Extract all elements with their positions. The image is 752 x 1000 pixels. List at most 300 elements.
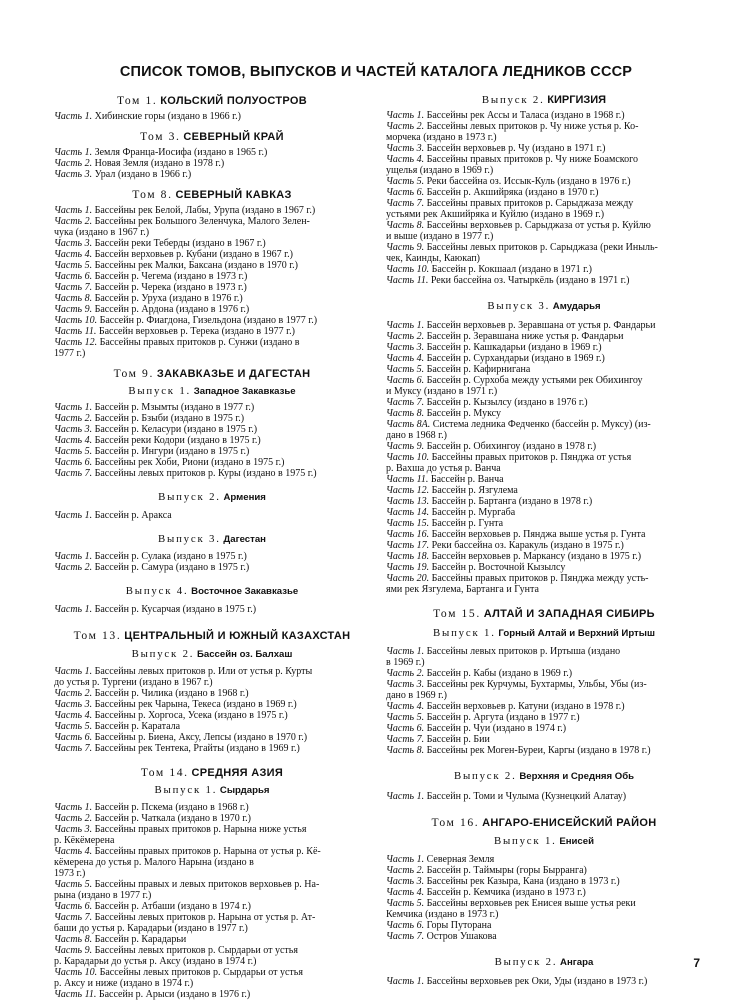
part-list	[54, 147, 370, 180]
list-item	[54, 158, 370, 169]
part-label: Часть 3.	[386, 679, 425, 690]
part-label: Часть 7.	[386, 734, 425, 745]
part-label: Часть 10.	[54, 967, 98, 978]
list-item	[54, 510, 370, 521]
part-text-line: Кемчика (издано в 1973 г.)	[386, 909, 499, 920]
part-label: Часть 1.	[386, 320, 425, 331]
list-item	[386, 419, 702, 441]
part-label: Часть 12.	[386, 485, 430, 496]
list-item	[386, 364, 702, 375]
part-text-line: Земля Франца-Иосифа (издано в 1965 г.)	[94, 147, 268, 158]
part-text-line: Бассейн р. Каратала	[94, 721, 181, 732]
list-item	[54, 802, 370, 813]
list-item	[386, 931, 702, 942]
part-label: Часть 8.	[386, 220, 425, 231]
part-text-line: Новая Земля (издано в 1978 г.)	[94, 158, 225, 169]
list-item	[386, 441, 702, 452]
list-item	[386, 375, 702, 397]
part-text-line: Бассейны верховьев рек Енисея выше устья реки	[426, 898, 636, 909]
heading-name: Дагестан	[223, 534, 266, 545]
list-item	[54, 424, 370, 435]
part-label: Часть 5.	[386, 176, 425, 187]
heading-label: Выпуск 1.	[128, 385, 192, 397]
part-label: Часть 9.	[54, 945, 93, 956]
heading-label: Том 1.	[117, 94, 158, 107]
part-label: Часть 1.	[386, 854, 425, 865]
part-list	[386, 320, 702, 595]
heading-name: СЕВЕРНЫЙ КРАЙ	[183, 131, 284, 143]
list-item	[54, 238, 370, 249]
issue-heading	[386, 627, 702, 640]
part-label: Часть 3.	[54, 424, 93, 435]
part-text-line: ущелья (издано в 1969 г.)	[386, 165, 494, 176]
list-item	[386, 679, 702, 701]
part-text-line: р. Вахша до устья р. Ванча	[386, 463, 501, 474]
list-item	[386, 898, 702, 920]
part-label: Часть 7.	[386, 931, 425, 942]
part-label: Часть 2.	[386, 865, 425, 876]
list-item	[54, 216, 370, 238]
part-text-line: Бассейны рек Большого Зеленчука, Малого Зелен-	[94, 216, 310, 227]
part-label: Часть 10.	[54, 315, 98, 326]
list-item	[54, 945, 370, 967]
list-item	[386, 551, 702, 562]
part-text-line: рына (издано в 1977 г.)	[54, 890, 152, 901]
list-item	[54, 699, 370, 710]
part-text-line: чек, Каинды, Каюкап)	[386, 253, 480, 264]
part-text-line: устьями рек Акшийряка и Куйлю (издано в 1969 г.)	[386, 209, 605, 220]
part-list	[386, 976, 702, 987]
part-text-line: Бассейн р. Муксу	[426, 408, 501, 419]
list-item	[54, 551, 370, 562]
part-label: Часть 6.	[386, 920, 425, 931]
list-item	[386, 529, 702, 540]
heading-name: ЗАКАВКАЗЬЕ И ДАГЕСТАН	[156, 368, 311, 380]
issue-heading	[386, 835, 702, 848]
heading-name: АЛТАЙ И ЗАПАДНАЯ СИБИРЬ	[483, 608, 655, 620]
list-item	[386, 920, 702, 931]
part-text-line: Бассейны рек Моген-Буреи, Каргы (издано в 1978 г.)	[426, 745, 651, 756]
list-item	[386, 220, 702, 242]
part-label: Часть 8.	[54, 293, 93, 304]
part-text-line: Бассейны левых притоков р. Сырдарьи от устья	[99, 967, 303, 978]
part-label: Часть 4.	[54, 710, 93, 721]
part-label: Часть 7.	[54, 282, 93, 293]
list-item	[386, 573, 702, 595]
part-label: Часть 1.	[54, 802, 93, 813]
part-text-line: дано в 1968 г.)	[386, 430, 447, 441]
part-text-line: Бассейн верховьев р. Маркансу (издано в 1975 г.)	[431, 551, 642, 562]
issue-heading	[386, 94, 702, 107]
list-item	[54, 732, 370, 743]
part-label: Часть 4.	[54, 435, 93, 446]
heading-label: Выпуск 2.	[131, 648, 195, 660]
part-text-line: р. Карадарьи до устья р. Аксу (издано в 1974 г.)	[54, 956, 257, 967]
part-label: Часть 14.	[386, 507, 430, 518]
part-list	[386, 110, 702, 286]
part-text-line: Реки бассейна оз. Иссык-Куль (издано в 1976 г.)	[426, 176, 631, 187]
heading-label: Том 15.	[433, 607, 481, 620]
part-list	[54, 111, 370, 122]
list-item	[386, 876, 702, 887]
part-label: Часть 2.	[54, 158, 93, 169]
part-text-line: Бассейн верховьев р. Зеравшана от устья р. Фандарьи	[426, 320, 656, 331]
heading-label: Том 16.	[431, 816, 480, 829]
part-label: Часть 3.	[386, 143, 425, 154]
part-text-line: Бассейн р. Кокшаал (издано в 1971 г.)	[431, 264, 592, 275]
part-label: Часть 2.	[386, 331, 425, 342]
part-label: Часть 7.	[386, 198, 425, 209]
part-label: Часть 3.	[386, 342, 425, 353]
list-item	[386, 540, 702, 551]
part-text-line: Бассейны рек Чарына, Текеса (издано в 1969 г.)	[94, 699, 297, 710]
heading-label: Выпуск 3.	[487, 300, 551, 312]
part-label: Часть 5.	[54, 446, 93, 457]
part-text-line: Бассейн р. Пскема (издано в 1968 г.)	[94, 802, 249, 813]
part-text-line: Бассейн р. Чилика (издано в 1968 г.)	[94, 688, 249, 699]
part-text-line: Бассейны рек Курчумы, Бухтармы, Ульбы, Убы (из-	[426, 679, 647, 690]
part-text-line: Бассейн р. Чаткала (издано в 1970 г.)	[94, 813, 251, 824]
issue-heading	[386, 770, 702, 783]
list-item	[54, 205, 370, 216]
part-text-line: Бассейн р. Таймыры (горы Бырранга)	[426, 865, 587, 876]
part-label: Часть 4.	[386, 353, 425, 364]
part-text-line: Бассейн р. Мзымты (издано в 1977 г.)	[94, 402, 255, 413]
part-text-line: Бассейн р. Кафирнигана	[426, 364, 531, 375]
list-item	[54, 169, 370, 180]
part-text-line: Бассейн верховьев р. Кубани (издано в 1967 г.)	[94, 249, 293, 260]
part-text-line: Бассейн р. Восточной Кызылсу	[431, 562, 566, 573]
list-item	[386, 791, 702, 802]
list-item	[386, 331, 702, 342]
part-text-line: Бассейн р. Атбаши (издано в 1974 г.)	[94, 901, 251, 912]
part-label: Часть 7.	[54, 912, 93, 923]
part-label: Часть 2.	[386, 121, 425, 132]
part-label: Часть 1.	[54, 604, 93, 615]
part-text-line: Бассейны левых притоков р. Иртыша (издано	[426, 646, 621, 657]
list-item	[386, 408, 702, 419]
heading-name: КИРГИЗИЯ	[547, 94, 607, 106]
part-label: Часть 9.	[386, 441, 425, 452]
part-label: Часть 4.	[386, 887, 425, 898]
part-label: Часть 5.	[386, 364, 425, 375]
list-item	[54, 249, 370, 260]
heading-name: Амударья	[552, 301, 601, 312]
part-text-line: Бассейн р. Келасури (издано в 1975 г.)	[94, 424, 258, 435]
part-label: Часть 5.	[386, 898, 425, 909]
part-label: Часть 1.	[386, 976, 425, 987]
list-item	[54, 688, 370, 699]
list-item	[54, 468, 370, 479]
list-item	[386, 887, 702, 898]
part-label: Часть 20.	[386, 573, 430, 584]
part-text-line: Бассейны левых притоков р. Чу ниже устья р. Ко-	[426, 121, 639, 132]
right-column	[386, 94, 702, 987]
part-label: Часть 1.	[54, 402, 93, 413]
list-item	[386, 668, 702, 679]
part-text-line: 1977 г.)	[54, 348, 86, 359]
part-label: Часть 17.	[386, 540, 430, 551]
list-item	[54, 813, 370, 824]
part-text-line: чука (издано в 1967 г.)	[54, 227, 150, 238]
part-label: Часть 2.	[54, 216, 93, 227]
part-text-line: в 1969 г.)	[386, 657, 425, 668]
list-item	[386, 342, 702, 353]
list-item	[54, 604, 370, 615]
part-label: Часть 6.	[386, 375, 425, 386]
list-item	[54, 304, 370, 315]
part-label: Часть 1.	[54, 147, 93, 158]
part-text-line: Бассейны левых притоков р. Сырдарьи от устья	[94, 945, 298, 956]
part-text-line: Бассейн р. Обихингоу (издано в 1978 г.)	[426, 441, 597, 452]
heading-name: Западное Закавказье	[193, 386, 296, 397]
part-label: Часть 1.	[54, 510, 93, 521]
part-label: Часть 11.	[386, 275, 429, 286]
part-list	[386, 854, 702, 942]
heading-label: Выпуск 2.	[453, 770, 517, 782]
part-label: Часть 3.	[386, 876, 425, 887]
part-label: Часть 2.	[54, 413, 93, 424]
part-text-line: Бассейн р. Томи и Чулыма (Кузнецкий Алатау)	[426, 791, 627, 802]
part-list	[54, 402, 370, 479]
part-label: Часть 5.	[54, 721, 93, 732]
part-text-line: Бассейн р. Бзыби (издано в 1975 г.)	[94, 413, 245, 424]
heading-label: Выпуск 4.	[125, 585, 189, 597]
part-text-line: Бассейн верховьев р. Катуни (издано в 1978 г.)	[426, 701, 625, 712]
list-item	[54, 413, 370, 424]
part-text-line: баши до устья р. Карадарьи (издано в 1977 г.)	[54, 923, 248, 934]
volume-heading	[54, 629, 370, 643]
part-label: Часть 1.	[54, 111, 93, 122]
issue-heading	[386, 300, 702, 313]
list-item	[386, 397, 702, 408]
issue-heading	[54, 533, 370, 546]
part-label: Часть 5.	[54, 879, 93, 890]
part-text-line: Бассейны рек Белой, Лабы, Урупа (издано в 1967 г.)	[94, 205, 316, 216]
part-label: Часть 2.	[54, 688, 93, 699]
part-label: Часть 11.	[54, 989, 97, 1000]
part-text-line: Бассейн р. Ардона (издано в 1976 г.)	[94, 304, 250, 315]
part-text-line: Бассейны правых притоков р. Сунжи (издано в	[99, 337, 300, 348]
part-text-line: морчека (издано в 1973 г.)	[386, 132, 497, 143]
part-text-line: Бассейн р. Сулака (издано в 1975 г.)	[94, 551, 247, 562]
list-item	[54, 402, 370, 413]
part-list	[54, 551, 370, 573]
part-text-line: Бассейны левых притоков р. Куры (издано в 1975 г.)	[94, 468, 317, 479]
list-item	[386, 275, 702, 286]
list-item	[54, 111, 370, 122]
volume-heading	[54, 766, 370, 780]
part-label: Часть 13.	[386, 496, 430, 507]
part-label: Часть 8.	[54, 934, 93, 945]
part-text-line: Бассейны правых и левых притоков верховьев р. На-	[94, 879, 320, 890]
part-label: Часть 5.	[386, 712, 425, 723]
heading-label: Том 14.	[140, 766, 189, 779]
list-item	[54, 326, 370, 337]
list-item	[386, 485, 702, 496]
part-text-line: Бассейн р. Чегема (издано в 1973 г.)	[94, 271, 248, 282]
issue-heading	[54, 385, 370, 398]
part-text-line: Бассейны рек Тентека, Ргайты (издано в 1969 г.)	[94, 743, 300, 754]
part-label: Часть 3.	[54, 238, 93, 249]
part-label: Часть 18.	[386, 551, 430, 562]
part-label: Часть 1.	[54, 205, 93, 216]
heading-label: Выпуск 3.	[158, 533, 221, 545]
list-item	[54, 846, 370, 879]
heading-label: Том 9.	[113, 367, 154, 380]
list-item	[386, 143, 702, 154]
volume-heading	[386, 607, 702, 621]
list-item	[386, 353, 702, 364]
heading-name: Ангара	[560, 957, 594, 968]
list-item	[54, 562, 370, 573]
part-text-line: Северная Земля	[426, 854, 495, 865]
part-text-line: Бассейны левых притоков р. Нарына от устья р. Ат-	[94, 912, 316, 923]
part-label: Часть 5.	[54, 260, 93, 271]
page-number: 7	[693, 956, 700, 970]
list-item	[54, 293, 370, 304]
list-item	[386, 187, 702, 198]
part-text-line: Бассейны левых притоков р. Сарыджаза (реки Иныль-	[426, 242, 658, 253]
list-item	[54, 710, 370, 721]
heading-name: Енисей	[559, 836, 595, 847]
list-item	[54, 147, 370, 158]
list-item	[54, 446, 370, 457]
part-list	[54, 666, 370, 754]
part-label: Часть 4.	[386, 154, 425, 165]
part-text-line: Бассейн р. Самура (издано в 1975 г.)	[94, 562, 250, 573]
part-label: Часть 6.	[54, 457, 93, 468]
part-text-line: Бассейн р. Кемчика (издано в 1973 г.)	[426, 887, 586, 898]
part-text-line: Бассейн реки Теберды (издано в 1967 г.)	[94, 238, 266, 249]
list-item	[386, 518, 702, 529]
part-label: Часть 2.	[54, 562, 93, 573]
list-item	[54, 912, 370, 934]
part-text-line: р. Кёкёмерена	[54, 835, 115, 846]
part-text-line: Реки бассейна оз. Чатыркёль (издано в 1971 г.)	[430, 275, 630, 286]
part-label: Часть 11.	[386, 474, 429, 485]
list-item	[386, 976, 702, 987]
part-text-line: Бассейны р. Биена, Аксу, Лепсы (издано в 1970 г.)	[94, 732, 308, 743]
list-item	[386, 734, 702, 745]
part-label: Часть 8.	[386, 745, 425, 756]
part-label: Часть 1.	[54, 551, 93, 562]
part-text-line: Бассейн р. Карадарьи	[94, 934, 187, 945]
part-text-line: Бассейны рек Малки, Баксана (издано в 1970 г.)	[94, 260, 298, 271]
issue-heading	[54, 648, 370, 661]
part-text-line: Бассейн р. Кызылсу (издано в 1976 г.)	[426, 397, 588, 408]
part-text-line: Бассейны рек Хоби, Риони (издано в 1975 г.)	[94, 457, 285, 468]
part-label: Часть 9.	[54, 304, 93, 315]
part-text-line: Бассейны рек Казыра, Кана (издано в 1973 г.)	[426, 876, 620, 887]
list-item	[54, 879, 370, 901]
part-text-line: Бассейн р. Уруха (издано в 1976 г.)	[94, 293, 243, 304]
issue-heading	[54, 784, 370, 797]
list-item	[386, 745, 702, 756]
list-item	[386, 242, 702, 264]
part-label: Часть 6.	[54, 271, 93, 282]
list-item	[386, 264, 702, 275]
part-label: Часть 15.	[386, 518, 430, 529]
issue-heading	[386, 956, 702, 969]
part-label: Часть 1.	[54, 666, 93, 677]
heading-name: ЦЕНТРАЛЬНЫЙ И ЮЖНЫЙ КАЗАХСТАН	[124, 630, 351, 642]
part-label: Часть 1.	[386, 791, 425, 802]
part-text-line: Горы Путорана	[426, 920, 492, 931]
part-text-line: Бассейн р. Аракса	[94, 510, 172, 521]
list-item	[386, 854, 702, 865]
part-label: Часть 10.	[386, 452, 430, 463]
part-label: Часть 7.	[54, 743, 93, 754]
list-item	[54, 967, 370, 989]
issue-heading	[54, 491, 370, 504]
list-item	[386, 110, 702, 121]
heading-name: Восточное Закавказье	[191, 586, 299, 597]
heading-name: Верхняя и Средняя Обь	[519, 771, 635, 782]
part-label: Часть 8.	[386, 408, 425, 419]
part-text-line: Бассейн р. Сурхандарьи (издано в 1969 г.)	[426, 353, 605, 364]
left-column	[54, 94, 370, 1000]
heading-name: СРЕДНЯЯ АЗИЯ	[191, 767, 284, 779]
heading-name: АНГАРО-ЕНИСЕЙСКИЙ РАЙОН	[482, 817, 657, 829]
part-label: Часть 3.	[54, 824, 93, 835]
list-item	[386, 121, 702, 143]
volume-heading	[54, 188, 370, 202]
part-text-line: Бассейн верховьев р. Терека (издано в 1977 г.)	[98, 326, 295, 337]
list-item	[54, 457, 370, 468]
list-item	[54, 824, 370, 846]
part-text-line: Бассейны верховьев рек Оки, Уды (издано в 1973 г.)	[426, 976, 648, 987]
list-item	[386, 646, 702, 668]
volume-heading	[54, 130, 370, 144]
heading-label: Том 3.	[140, 130, 181, 143]
list-item	[386, 701, 702, 712]
part-text-line: Бассейн р. Черека (издано в 1973 г.)	[94, 282, 247, 293]
part-text-line: Остров Ушакова	[426, 931, 497, 942]
list-item	[386, 154, 702, 176]
part-text-line: дано в 1969 г.)	[386, 690, 447, 701]
part-label: Часть 10.	[386, 264, 430, 275]
part-text-line: Бассейн р. Бии	[426, 734, 490, 745]
heading-label: Выпуск 1.	[433, 627, 496, 639]
part-text-line: кёмерена до устья р. Малого Нарына (издано в	[54, 857, 254, 868]
part-text-line: Бассейн верховьев р. Чу (издано в 1971 г.)	[426, 143, 606, 154]
list-item	[54, 282, 370, 293]
part-text-line: и Муксу (издано в 1971 г.)	[386, 386, 498, 397]
heading-label: Выпуск 2.	[494, 956, 558, 968]
part-list	[54, 604, 370, 615]
list-item	[54, 315, 370, 326]
part-text-line: Бассейны правых притоков р. Чу ниже Боамского	[426, 154, 638, 165]
part-text-line: Хибинские горы (издано в 1966 г.)	[94, 111, 241, 122]
heading-name: Бассейн оз. Балхаш	[196, 649, 293, 660]
page-title: СПИСОК ТОМОВ, ВЫПУСКОВ И ЧАСТЕЙ КАТАЛОГА ЛЕДНИКОВ СССР	[119, 64, 633, 80]
list-item	[54, 721, 370, 732]
list-item	[54, 260, 370, 271]
part-label: Часть 2.	[386, 668, 425, 679]
list-item	[386, 198, 702, 220]
part-label: Часть 3.	[54, 699, 93, 710]
list-item	[54, 901, 370, 912]
list-item	[54, 271, 370, 282]
list-item	[386, 496, 702, 507]
part-label: Часть 12.	[54, 337, 98, 348]
heading-label: Том 8.	[132, 188, 173, 201]
part-text-line: Бассейны правых притоков р. Нарына от устья р. Кё-	[94, 846, 321, 857]
part-text-line: Бассейны правых притоков р. Нарына ниже устья	[94, 824, 307, 835]
part-text-line: Бассейн р. Кашкадарьи (издано в 1969 г.)	[426, 342, 602, 353]
list-item	[386, 723, 702, 734]
